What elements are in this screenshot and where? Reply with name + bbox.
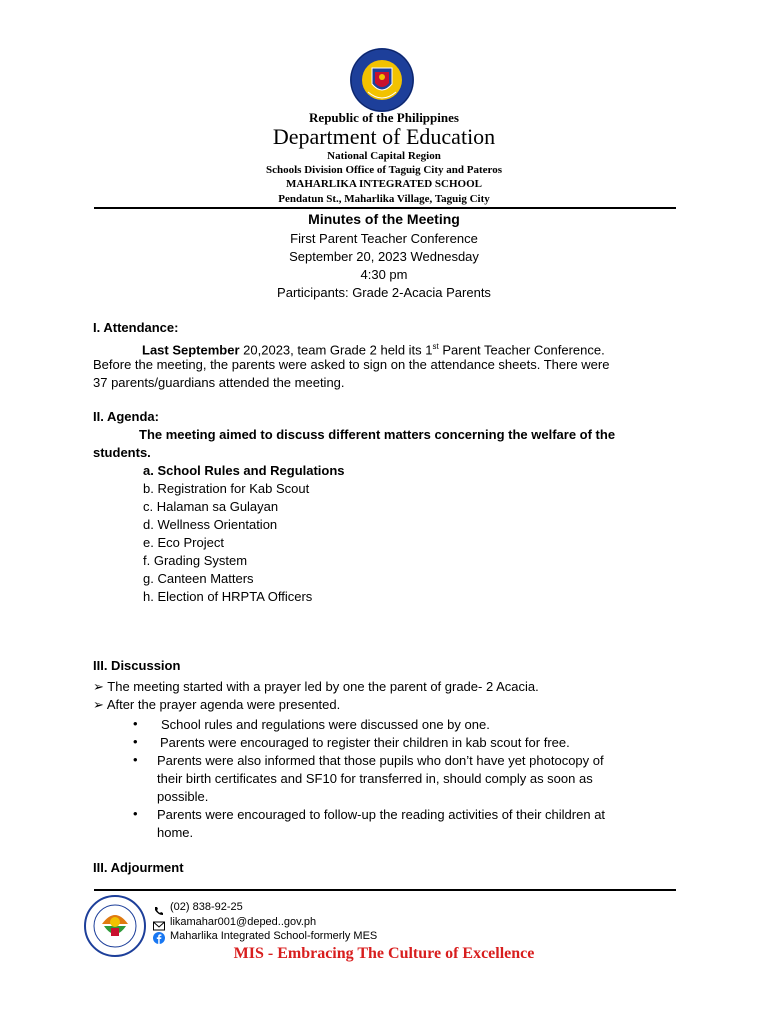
deped-seal	[340, 46, 424, 114]
discussion-bullet-text: Parents were encouraged to register their children in kab scout for free.	[160, 735, 570, 750]
footer-divider	[94, 889, 676, 891]
footer-tagline: MIS - Embracing The Culture of Excellence	[233, 945, 535, 962]
agenda-item: f. Grading System	[143, 553, 248, 568]
attendance-bold-lead: Last September	[142, 342, 240, 358]
arrow-bullet-icon: ➢	[93, 679, 104, 694]
agenda-item: h. Election of HRPTA Officers	[143, 589, 313, 604]
header-department: Department of Education	[272, 124, 496, 149]
header-school: MAHARLIKA INTEGRATED SCHOOL	[286, 178, 482, 190]
agenda-item: g. Canteen Matters	[143, 571, 254, 586]
footer-email[interactable]: likamahar001@deped..gov.ph	[170, 916, 317, 928]
header-address: Pendatun St., Maharlika Village, Taguig City	[278, 193, 490, 205]
header-republic: Republic of the Philippines	[309, 110, 459, 125]
header-region: National Capital Region	[327, 150, 441, 162]
attendance-heading: I. Attendance:	[93, 320, 179, 335]
attendance-sup: st	[432, 342, 439, 351]
attendance-line1-end: Parent Teacher Conference.	[438, 342, 605, 358]
bullet-icon: •	[133, 752, 138, 767]
adjournment-heading: III. Adjourment	[93, 860, 184, 875]
meeting-date: September 20, 2023 Wednesday	[289, 249, 479, 264]
discussion-heading: III. Discussion	[93, 658, 181, 673]
discussion-bullet-text: Parents were encouraged to follow-up the reading activities of their children at	[157, 807, 606, 822]
meeting-subtitle: First Parent Teacher Conference	[290, 231, 478, 246]
attendance-line3: 37 parents/guardians attended the meeting.	[93, 375, 345, 390]
header-division: Schools Division Office of Taguig City and Pateros	[265, 164, 502, 176]
discussion-bullet-text: possible.	[157, 789, 209, 804]
discussion-bullet-text: home.	[157, 825, 194, 840]
arrow-bullet-icon: ➢	[93, 697, 104, 712]
agenda-intro-line2: students.	[93, 445, 151, 460]
agenda-item: b. Registration for Kab Scout	[143, 481, 310, 496]
agenda-item: e. Eco Project	[143, 535, 224, 550]
meeting-participants: Participants: Grade 2-Acacia Parents	[277, 285, 491, 300]
agenda-item: a. School Rules and Regulations	[143, 463, 345, 478]
attendance-line1-rest: 20,2023, team Grade 2 held its 1	[239, 342, 433, 358]
agenda-intro-line1: The meeting aimed to discuss different matters concerning the welfare of the	[139, 427, 616, 442]
agenda-item: c. Halaman sa Gulayan	[143, 499, 279, 514]
discussion-bullet-text: School rules and regulations were discussed one by one.	[161, 717, 490, 732]
header-divider	[94, 207, 676, 209]
facebook-icon	[153, 931, 165, 943]
attendance-line2: Before the meeting, the parents were asked to sign on the attendance sheets. There were	[93, 357, 610, 372]
agenda-heading: II. Agenda:	[93, 409, 159, 424]
email-icon	[153, 918, 165, 928]
footer-facebook[interactable]: Maharlika Integrated School-formerly MES	[170, 930, 378, 942]
discussion-arrow-text: The meeting started with a prayer led by one the parent of grade- 2 Acacia.	[107, 679, 539, 694]
discussion-arrow-text: After the prayer agenda were presented.	[106, 697, 341, 712]
bullet-icon: •	[133, 806, 138, 821]
discussion-bullet-text: Parents were also informed that those pupils who don’t have yet photocopy of	[157, 753, 604, 768]
discussion-arrow-item	[93, 678, 539, 696]
meeting-time: 4:30 pm	[360, 267, 408, 282]
agenda-item: d. Wellness Orientation	[143, 517, 278, 532]
discussion-arrow-item	[93, 696, 340, 714]
phone-icon	[153, 903, 165, 913]
meeting-title: Minutes of the Meeting	[308, 211, 460, 227]
discussion-bullet-text: their birth certificates and SF10 for transferred in, should comply as soon as	[157, 771, 593, 786]
bullet-icon: •	[133, 716, 138, 731]
bullet-icon: •	[133, 734, 138, 749]
footer-phone: (02) 838-92-25	[170, 901, 243, 913]
